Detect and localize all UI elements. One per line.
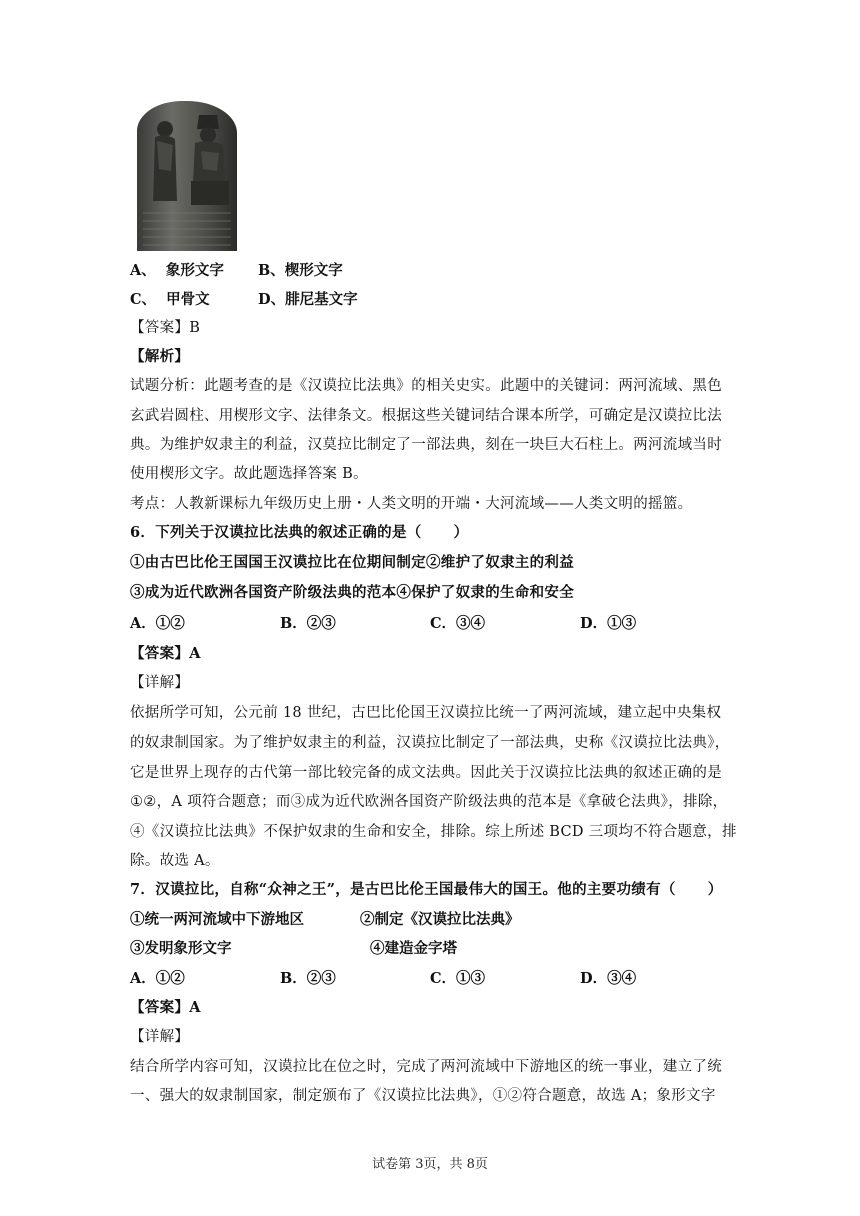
- q6-detail-line: 除。故选 A。: [130, 853, 220, 869]
- hammurabi-stele-image: [137, 101, 237, 251]
- q5-analysis-line: 试题分析：此题考查的是《汉谟拉比法典》的相关史实。此题中的关键词：两河流域、黑色: [130, 378, 722, 394]
- q5-analysis-heading: 【解析】: [130, 348, 190, 365]
- q7-item: ③发明象形文字: [130, 940, 232, 957]
- q7-stem: 7．汉谟拉比，自称“众神之王”，是古巴比伦王国最伟大的国王。他的主要功绩有（ ）: [130, 881, 723, 898]
- q6-detail-heading: 【详解】: [130, 675, 190, 691]
- q5-analysis-line: 典。为维护奴隶主的利益，汉莫拉比制定了一部法典，刻在一块巨大石柱上。两河流域当时: [130, 437, 722, 453]
- q6-option-a: A．①②: [130, 615, 185, 632]
- q6-option-d: D．①③: [580, 615, 637, 632]
- q5-option-a: A、 象形文字: [130, 262, 224, 279]
- q6-option-c: C．③④: [430, 615, 486, 632]
- page-footer: 试卷第 3页，共 8页: [372, 1157, 488, 1172]
- q5-option-d: D、腓尼基文字: [258, 291, 358, 308]
- q7-option-a: A．①②: [130, 970, 185, 987]
- q5-kaodian: 考点：人教新课标九年级历史上册・人类文明的开端・大河流域——人类文明的摇篮。: [130, 496, 693, 512]
- q7-answer: 【答案】A: [130, 999, 201, 1016]
- q6-answer: 【答案】A: [130, 645, 201, 662]
- q6-detail-line: ④《汉谟拉比法典》不保护奴隶的生命和安全，排除。综上所述 BCD 三项均不符合题意，排: [130, 824, 737, 840]
- q7-item: ①统一两河流域中下游地区: [130, 911, 304, 928]
- q6-statement: ①由古巴比伦王国国王汉谟拉比在位期间制定②维护了奴隶主的利益: [130, 554, 574, 571]
- q6-detail-line: ①②，A 项符合题意；而③成为近代欧洲各国资产阶级法典的范本是《拿破仑法典》，排除，: [130, 794, 728, 810]
- q7-detail-heading: 【详解】: [130, 1029, 190, 1045]
- q7-option-c: C．①③: [430, 970, 486, 987]
- q7-option-d: D．③④: [580, 970, 637, 987]
- q6-detail-line: 的奴隶制国家。为了维护奴隶主的利益，汉谟拉比制定了一部法典，史称《汉谟拉比法典》，: [130, 735, 730, 751]
- q7-item: ④建造金字塔: [370, 940, 457, 957]
- q5-option-b: B、楔形文字: [258, 262, 343, 279]
- q6-option-b: B．②③: [280, 615, 336, 632]
- q7-detail-line: 结合所学内容可知，汉谟拉比在位之时，完成了两河流域中下游地区的统一事业，建立了统: [130, 1059, 722, 1075]
- q6-statement: ③成为近代欧洲各国资产阶级法典的范本④保护了奴隶的生命和安全: [130, 584, 574, 601]
- q6-detail-line: 它是世界上现存的古代第一部比较完备的成文法典。因此关于汉谟拉比法典的叙述正确的是: [130, 765, 722, 781]
- q7-item: ②制定《汉谟拉比法典》: [360, 911, 520, 928]
- q6-detail-line: 依据所学可知，公元前 18 世纪，古巴比伦国王汉谟拉比统一了两河流域，建立起中央集权: [130, 705, 722, 721]
- q6-stem: 6．下列关于汉谟拉比法典的叙述正确的是（ ）: [130, 524, 469, 541]
- q5-analysis-line: 玄武岩圆柱、用楔形文字、法律条文。根据这些关键词结合课本所学，可确定是汉谟拉比法: [130, 408, 722, 424]
- q7-option-b: B．②③: [280, 970, 336, 987]
- q5-option-c: C、 甲骨文: [130, 291, 210, 308]
- q5-answer: 【答案】B: [130, 320, 201, 336]
- q5-analysis-line: 使用楔形文字。故此题选择答案 B。: [130, 466, 368, 482]
- q7-detail-line: 一、强大的奴隶制国家，制定颁布了《汉谟拉比法典》，①②符合题意，故选 A；象形文字: [130, 1088, 716, 1104]
